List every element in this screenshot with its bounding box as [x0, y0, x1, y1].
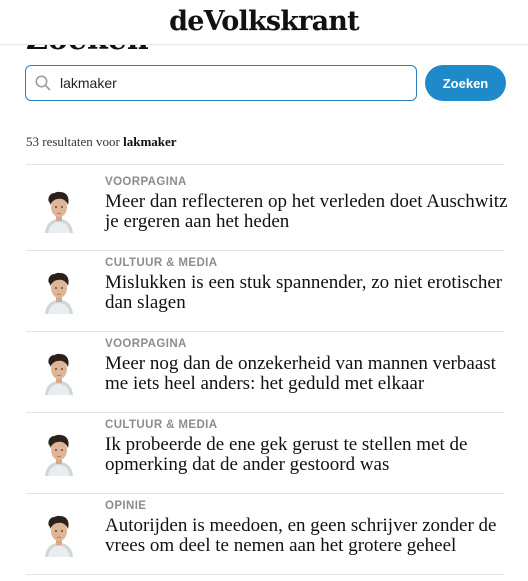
- results-query: lakmaker: [123, 134, 177, 149]
- result-item[interactable]: [0, 251, 528, 331]
- site-header: [0, 0, 528, 45]
- result-headline[interactable]: Meer nog dan de onzekerheid van mannen verbaast me iets heel anders: het geduld met elkaar: [105, 353, 496, 394]
- result-section-label: OPINIE: [105, 500, 147, 512]
- result-section-label: CULTUUR & MEDIA: [105, 419, 218, 431]
- author-thumbnail: [42, 266, 76, 314]
- result-item[interactable]: [0, 494, 528, 574]
- result-headline[interactable]: Meer dan reflecteren op het verleden doet Auschwitz je ergeren aan het heden: [105, 191, 508, 232]
- search-bar[interactable]: [25, 65, 417, 101]
- author-thumbnail: [42, 185, 76, 233]
- search-button[interactable]: Zoeken: [425, 65, 506, 101]
- author-thumbnail: [42, 347, 76, 395]
- results-count-number: 53: [26, 134, 39, 149]
- divider: [26, 164, 504, 165]
- author-thumbnail: [42, 428, 76, 476]
- site-logo[interactable]: deVolkskrant: [169, 5, 359, 37]
- result-item[interactable]: [0, 413, 528, 493]
- author-thumbnail: [42, 509, 76, 557]
- result-headline[interactable]: Autorijden is meedoen, en geen schrijver zonder de vrees om deel te nemen aan het grotere geheel: [105, 515, 497, 556]
- results-summary: [26, 134, 177, 150]
- result-item[interactable]: [0, 170, 528, 250]
- search-input[interactable]: [60, 75, 400, 91]
- result-section-label: CULTUUR & MEDIA: [105, 257, 218, 269]
- result-section-label: VOORPAGINA: [105, 338, 187, 350]
- result-section-label: VOORPAGINA: [105, 176, 187, 188]
- result-headline[interactable]: Ik probeerde de ene gek gerust te stellen met de opmerking dat de ander gestoord was: [105, 434, 468, 475]
- result-item[interactable]: [0, 332, 528, 412]
- results-count-label: resultaten voor: [42, 134, 120, 149]
- result-headline[interactable]: Mislukken is een stuk spannender, zo niet erotischer dan slagen: [105, 272, 503, 313]
- search-icon: [34, 72, 56, 94]
- divider: [26, 574, 504, 575]
